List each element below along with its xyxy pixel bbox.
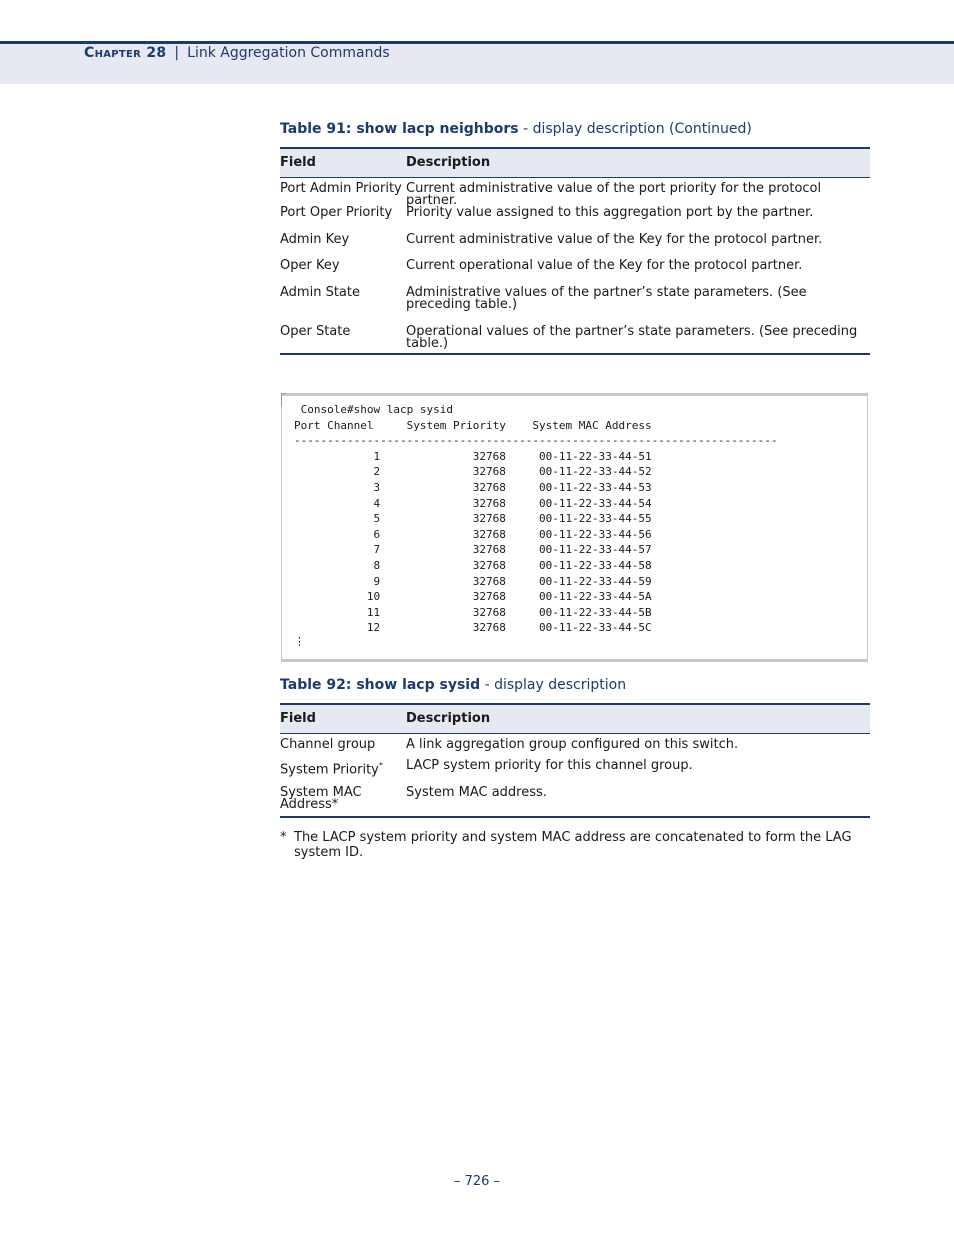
console-row: 8 32768 00-11-22-33-44-58 xyxy=(294,558,652,572)
table92 xyxy=(280,703,870,818)
description-cell: LACP system priority for this channel group. xyxy=(406,758,693,773)
table92-caption-subtitle: - display description xyxy=(480,677,627,693)
description-cell: Operational values of the partner’s state parameters. (See preceding table.) xyxy=(406,326,870,354)
header-separator: | xyxy=(174,45,180,61)
description-cell: Priority value assigned to this aggregation port by the partner. xyxy=(406,205,814,220)
table-header-row xyxy=(280,148,870,178)
description-cell: Current administrative value of the Key for the protocol partner. xyxy=(406,232,823,247)
table91-caption-subtitle: - display description (Continued) xyxy=(518,121,752,137)
table-header-row xyxy=(280,704,870,734)
table91-caption-title: Table 91: show lacp neighbors xyxy=(280,121,519,137)
console-row: 1 32768 00-11-22-33-44-51 xyxy=(294,449,652,463)
field-cell: Oper Key xyxy=(280,258,340,273)
table-row xyxy=(280,760,870,787)
footnote xyxy=(280,830,870,860)
table-row xyxy=(280,734,870,761)
description-cell: Current operational value of the Key for the protocol partner. xyxy=(406,258,803,273)
chapter-header xyxy=(84,45,390,61)
column-header-field: Field xyxy=(280,148,406,178)
table-row xyxy=(280,234,870,260)
field-cell: System MAC Address* xyxy=(280,787,406,817)
console-row: 4 32768 00-11-22-33-44-54 xyxy=(294,496,652,510)
table-row xyxy=(280,326,870,354)
column-header-field: Field xyxy=(280,704,406,734)
chapter-title: Link Aggregation Commands xyxy=(187,45,390,61)
footnote-mark: * xyxy=(280,830,287,845)
table-row xyxy=(280,787,870,817)
field-cell: Port Admin Priority xyxy=(280,181,402,196)
description-cell: System MAC address. xyxy=(406,787,870,817)
table92-caption xyxy=(280,677,626,693)
console-row: 3 32768 00-11-22-33-44-53 xyxy=(294,480,652,494)
footnote-ref: * xyxy=(378,761,383,770)
field-cell xyxy=(280,760,406,787)
console-row: 12 32768 00-11-22-33-44-5C xyxy=(294,621,652,635)
field-cell: Admin Key xyxy=(280,232,350,247)
console-row: 2 32768 00-11-22-33-44-52 xyxy=(294,465,652,479)
field-text: System Priority xyxy=(280,762,379,778)
table-row xyxy=(280,260,870,287)
console-ellipsis: ⋮ xyxy=(294,634,305,648)
field-cell: Oper State xyxy=(280,326,406,354)
description-cell: A link aggregation group configured on this switch. xyxy=(406,737,739,752)
console-command: Console#show lacp sysid xyxy=(294,403,453,416)
console-output xyxy=(294,402,777,648)
console-row: 10 32768 00-11-22-33-44-5A xyxy=(294,590,652,604)
footnote-text: The LACP system priority and system MAC address are concatenated to form the LAG system ID. xyxy=(294,830,852,860)
table91-caption xyxy=(280,121,752,137)
console-row: 11 32768 00-11-22-33-44-5B xyxy=(294,605,652,619)
description-cell: Current administrative value of the port priority for the protocol partner. xyxy=(406,181,822,208)
field-cell: Channel group xyxy=(280,737,376,752)
console-row: 6 32768 00-11-22-33-44-56 xyxy=(294,527,652,541)
chapter-label: Chapter 28 xyxy=(84,45,167,61)
description-cell: Administrative values of the partner’s state parameters. (See preceding table.) xyxy=(406,285,807,312)
field-cell: Port Oper Priority xyxy=(280,205,393,220)
console-divider: ------------------------------------------------------------------------- xyxy=(294,434,778,448)
column-header-description: Description xyxy=(406,148,870,178)
field-cell: Admin State xyxy=(280,285,360,300)
table-row xyxy=(280,178,870,208)
table91 xyxy=(280,147,870,355)
column-header-description: Description xyxy=(406,704,870,734)
console-row: 9 32768 00-11-22-33-44-59 xyxy=(294,574,652,588)
page-number: – 726 – xyxy=(453,1174,501,1189)
table-row xyxy=(280,207,870,234)
table92-caption-title: Table 92: show lacp sysid xyxy=(280,677,481,693)
console-header: Port Channel System Priority System MAC Address xyxy=(294,418,652,432)
console-row: 5 32768 00-11-22-33-44-55 xyxy=(294,512,652,526)
table-row xyxy=(280,287,870,326)
console-row: 7 32768 00-11-22-33-44-57 xyxy=(294,543,652,557)
